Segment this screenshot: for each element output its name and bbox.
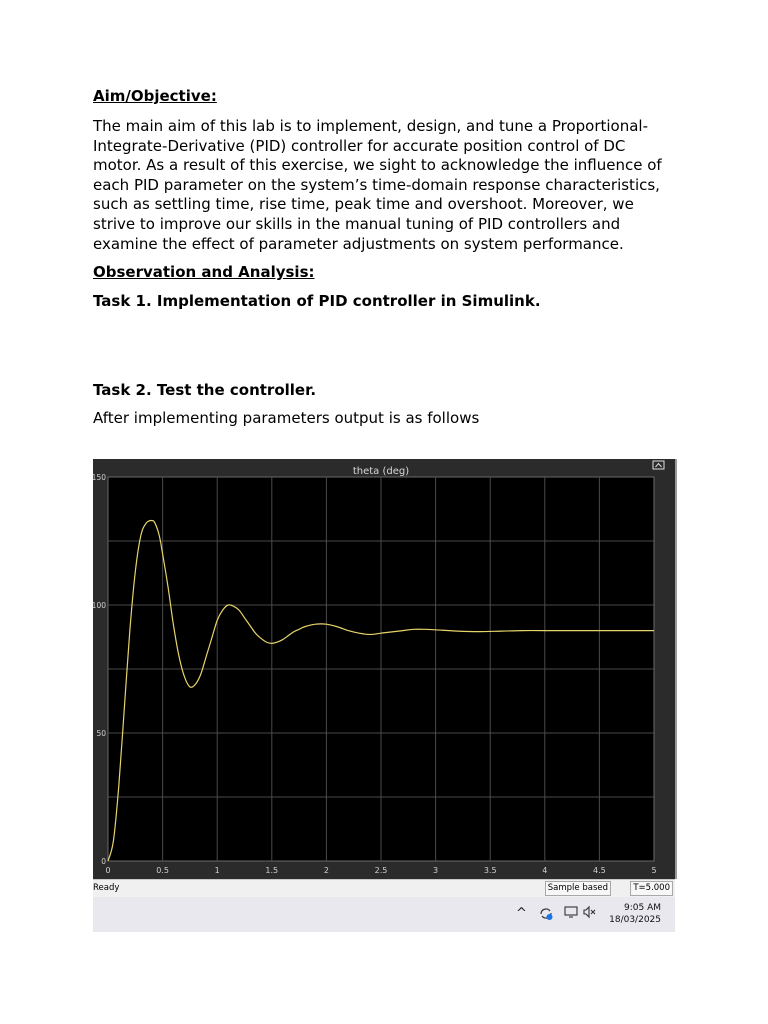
taskbar-clock[interactable] xyxy=(609,902,661,926)
scope-screenshot xyxy=(93,459,675,932)
x-tick-label: 3 xyxy=(433,866,439,875)
status-ready: Ready xyxy=(93,883,120,893)
clock-date: 18/03/2025 xyxy=(609,915,661,925)
x-tick-label: 4.5 xyxy=(593,866,606,875)
scope-window xyxy=(93,459,677,879)
monitor-icon[interactable] xyxy=(564,905,578,922)
aim-paragraph: The main aim of this lab is to implement, design, and tune a Proportional-Integrate-Derivative (PID) controller for accurate position control of DC motor. As a result of this exercise, we sight to acknowledge the influence of each PID parameter on the system’s time-domain response characteristics, such as settling time, rise time, peak time and overshoot. Moreover, we strive to improve our skills in the manual tuning of PID controllers and examine the effect of parameter adjustments on system performance. xyxy=(93,117,662,253)
x-tick-label: 2 xyxy=(323,866,329,875)
y-tick-label: 0 xyxy=(101,857,106,866)
task2-text: After implementing parameters output is as follows xyxy=(93,409,480,428)
scope-plot xyxy=(93,459,673,879)
chevron-up-icon[interactable]: ^ xyxy=(516,906,527,921)
sample-mode-badge[interactable]: Sample based xyxy=(545,881,611,896)
task2-heading: Task 2. Test the controller. xyxy=(93,381,317,400)
y-tick-label: 100 xyxy=(93,601,106,610)
plot-title: theta (deg) xyxy=(352,466,410,477)
x-tick-label: 2.5 xyxy=(374,866,388,875)
windows-taskbar xyxy=(93,897,675,932)
undock-icon[interactable] xyxy=(653,461,664,469)
observation-heading: Observation and Analysis: xyxy=(93,263,315,282)
task1-heading: Task 1. Implementation of PID controller in Simulink. xyxy=(93,292,541,311)
cloud-sync-icon[interactable] xyxy=(538,905,554,924)
clock-time: 9:05 AM xyxy=(624,903,661,913)
x-tick-label: 4 xyxy=(542,866,548,875)
x-tick-label: 1.5 xyxy=(265,866,279,875)
sim-time-badge: T=5.000 xyxy=(630,881,673,896)
y-tick-label: 150 xyxy=(93,473,106,482)
y-tick-label: 50 xyxy=(96,729,106,738)
scope-status-bar xyxy=(93,879,675,897)
x-tick-label: 1 xyxy=(214,866,220,875)
speaker-muted-icon[interactable] xyxy=(582,905,596,922)
aim-heading: Aim/Objective: xyxy=(93,87,217,105)
x-tick-label: 0.5 xyxy=(156,866,169,875)
x-tick-label: 5 xyxy=(651,866,657,875)
x-tick-label: 0 xyxy=(105,866,111,875)
x-tick-label: 3.5 xyxy=(483,866,497,875)
document-body xyxy=(93,86,678,429)
y-tick-labels xyxy=(93,473,106,866)
x-tick-labels xyxy=(105,866,656,875)
